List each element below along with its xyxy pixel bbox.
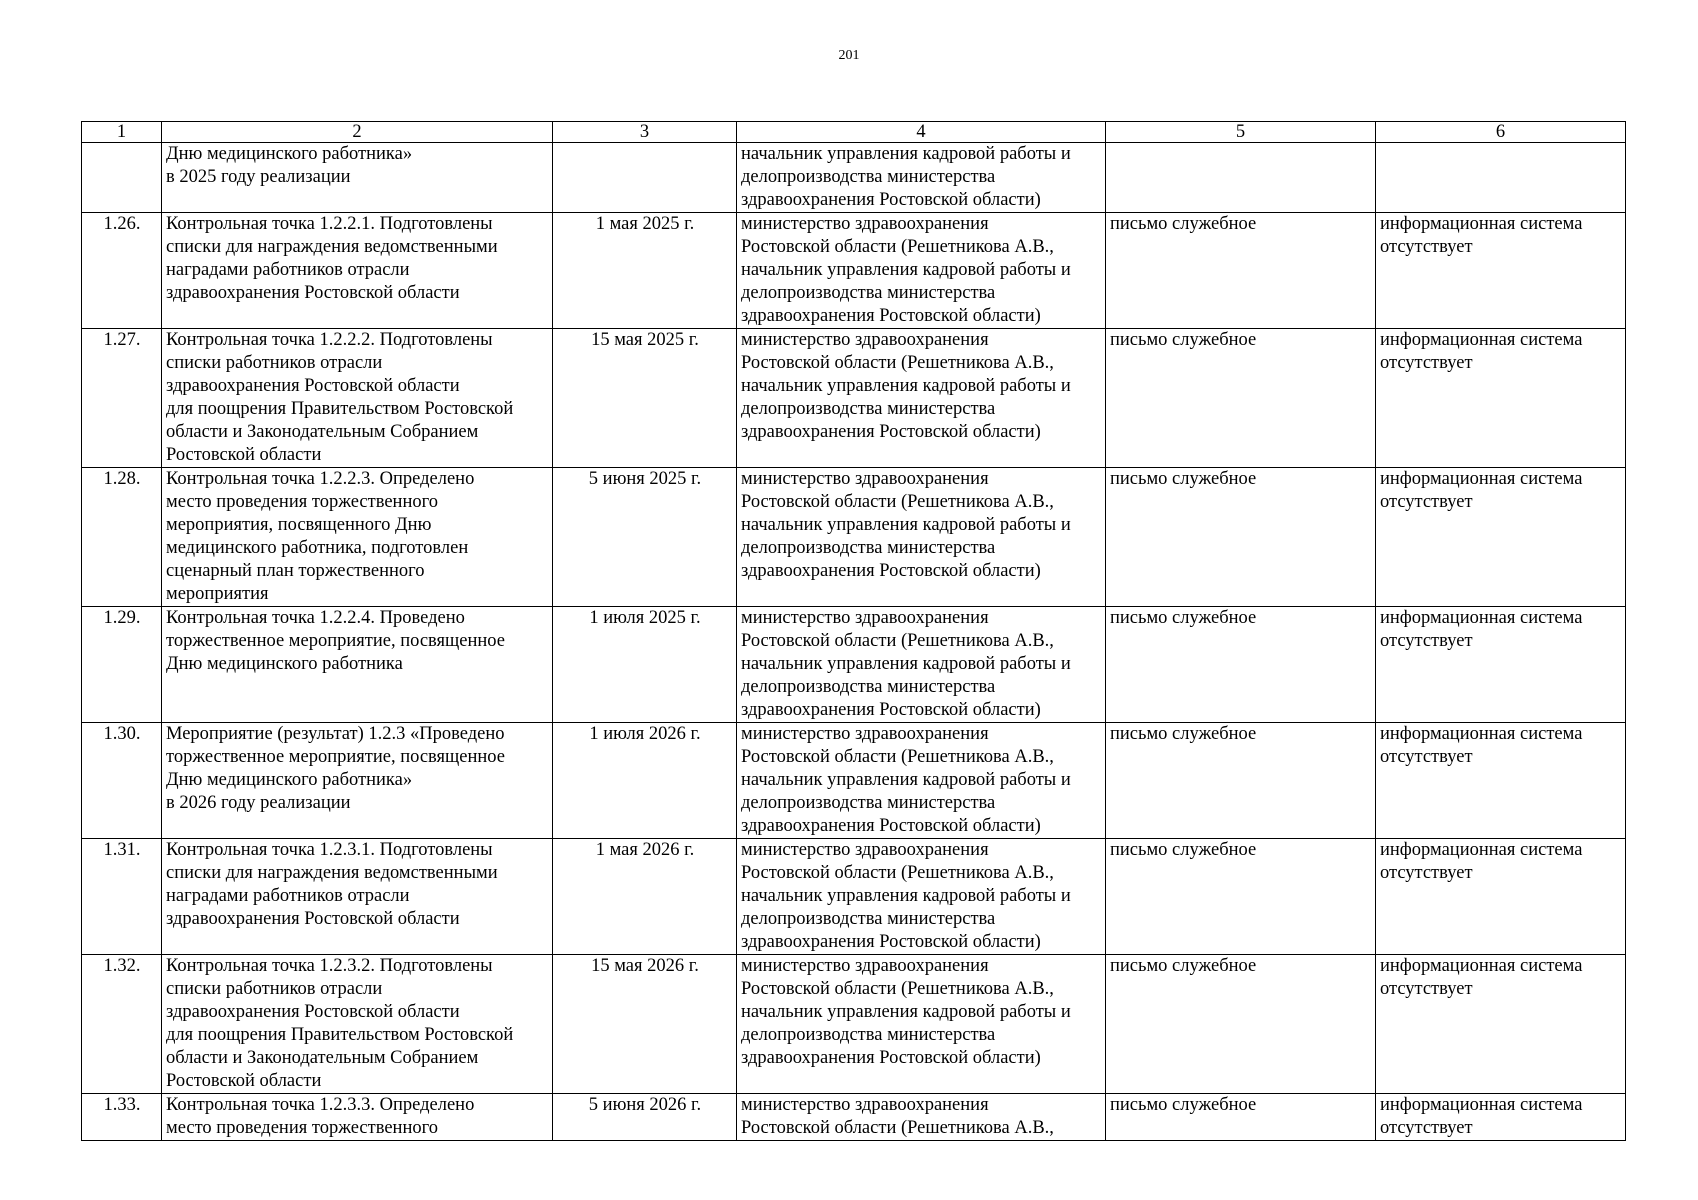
information-system-cell: информационная система отсутствует (1376, 329, 1626, 468)
header-cell: 5 (1106, 122, 1376, 143)
header-cell: 3 (553, 122, 737, 143)
header-cell: 6 (1376, 122, 1626, 143)
table-row (82, 213, 1626, 329)
row-number-cell: 1.32. (82, 955, 162, 1094)
responsible-party-cell: министерство здравоохранения Ростовской области (Решетникова А.В., начальник управления кадровой работы и делопроизводства министерства здравоохранения Ростовской области) (737, 213, 1106, 329)
document-type-cell (1106, 143, 1376, 213)
document-type-cell: письмо служебное (1106, 1094, 1376, 1141)
deadline-cell: 5 июня 2026 г. (553, 1094, 737, 1141)
document-type-cell: письмо служебное (1106, 955, 1376, 1094)
information-system-cell: информационная система отсутствует (1376, 955, 1626, 1094)
table-row (82, 955, 1626, 1094)
information-system-cell (1376, 143, 1626, 213)
deadline-cell: 5 июня 2025 г. (553, 468, 737, 607)
information-system-cell: информационная система отсутствует (1376, 723, 1626, 839)
deadline-cell: 15 мая 2025 г. (553, 329, 737, 468)
deadline-cell (553, 143, 737, 213)
document-type-cell: письмо служебное (1106, 329, 1376, 468)
document-type-cell: письмо служебное (1106, 213, 1376, 329)
responsible-party-cell: министерство здравоохранения Ростовской области (Решетникова А.В., начальник управления кадровой работы и делопроизводства министерства здравоохранения Ростовской области) (737, 955, 1106, 1094)
event-name-cell: Контрольная точка 1.2.3.3. Определено место проведения торжественного (162, 1094, 553, 1141)
row-number-cell: 1.30. (82, 723, 162, 839)
deadline-cell: 1 мая 2026 г. (553, 839, 737, 955)
document-type-cell: письмо служебное (1106, 607, 1376, 723)
event-name-cell: Контрольная точка 1.2.2.4. Проведено торжественное мероприятие, посвященное Дню медицинского работника (162, 607, 553, 723)
header-cell: 2 (162, 122, 553, 143)
document-type-cell: письмо служебное (1106, 723, 1376, 839)
information-system-cell: информационная система отсутствует (1376, 839, 1626, 955)
event-name-cell: Дню медицинского работника» в 2025 году реализации (162, 143, 553, 213)
deadline-cell: 1 июля 2025 г. (553, 607, 737, 723)
table-body (82, 122, 1626, 1141)
header-cell: 1 (82, 122, 162, 143)
row-number-cell: 1.27. (82, 329, 162, 468)
event-name-cell: Мероприятие (результат) 1.2.3 «Проведено торжественное мероприятие, посвященное Дню медицинского работника» в 2026 году реализации (162, 723, 553, 839)
event-name-cell: Контрольная точка 1.2.3.2. Подготовлены списки работников отрасли здравоохранения Ростовской области для поощрения Правительством Ростовской области и Законодательным Собранием Ростовской области (162, 955, 553, 1094)
row-number-cell (82, 143, 162, 213)
document-type-cell: письмо служебное (1106, 839, 1376, 955)
information-system-cell: информационная система отсутствует (1376, 607, 1626, 723)
deadline-cell: 15 мая 2026 г. (553, 955, 737, 1094)
row-number-cell: 1.28. (82, 468, 162, 607)
information-system-cell: информационная система отсутствует (1376, 213, 1626, 329)
responsible-party-cell: министерство здравоохранения Ростовской области (Решетникова А.В., начальник управления кадровой работы и делопроизводства министерства здравоохранения Ростовской области) (737, 839, 1106, 955)
table-row (82, 723, 1626, 839)
responsible-party-cell: министерство здравоохранения Ростовской области (Решетникова А.В., начальник управления кадровой работы и делопроизводства министерства здравоохранения Ростовской области) (737, 607, 1106, 723)
table-row (82, 1094, 1626, 1141)
information-system-cell: информационная система отсутствует (1376, 468, 1626, 607)
responsible-party-cell: начальник управления кадровой работы и делопроизводства министерства здравоохранения Ростовской области) (737, 143, 1106, 213)
table-row (82, 607, 1626, 723)
table-row (82, 468, 1626, 607)
row-number-cell: 1.33. (82, 1094, 162, 1141)
table-row (82, 839, 1626, 955)
responsible-party-cell: министерство здравоохранения Ростовской области (Решетникова А.В., (737, 1094, 1106, 1141)
event-name-cell: Контрольная точка 1.2.2.1. Подготовлены списки для награждения ведомственными наградами работников отрасли здравоохранения Ростовской области (162, 213, 553, 329)
document-type-cell: письмо служебное (1106, 468, 1376, 607)
row-number-cell: 1.29. (82, 607, 162, 723)
event-name-cell: Контрольная точка 1.2.2.3. Определено место проведения торжественного мероприятия, посвященного Дню медицинского работника, подготовлен сценарный план торжественного мероприятия (162, 468, 553, 607)
row-number-cell: 1.31. (82, 839, 162, 955)
table-row (82, 329, 1626, 468)
table-header-row (82, 122, 1626, 143)
event-name-cell: Контрольная точка 1.2.2.2. Подготовлены списки работников отрасли здравоохранения Ростовской области для поощрения Правительством Ростовской области и Законодательным Собранием Ростовской области (162, 329, 553, 468)
responsible-party-cell: министерство здравоохранения Ростовской области (Решетникова А.В., начальник управления кадровой работы и делопроизводства министерства здравоохранения Ростовской области) (737, 468, 1106, 607)
plan-table (81, 121, 1626, 1141)
page-number: 201 (838, 48, 860, 63)
responsible-party-cell: министерство здравоохранения Ростовской области (Решетникова А.В., начальник управления кадровой работы и делопроизводства министерства здравоохранения Ростовской области) (737, 723, 1106, 839)
header-cell: 4 (737, 122, 1106, 143)
table-row (82, 143, 1626, 213)
row-number-cell: 1.26. (82, 213, 162, 329)
deadline-cell: 1 мая 2025 г. (553, 213, 737, 329)
event-name-cell: Контрольная точка 1.2.3.1. Подготовлены списки для награждения ведомственными наградами работников отрасли здравоохранения Ростовской области (162, 839, 553, 955)
responsible-party-cell: министерство здравоохранения Ростовской области (Решетникова А.В., начальник управления кадровой работы и делопроизводства министерства здравоохранения Ростовской области) (737, 329, 1106, 468)
deadline-cell: 1 июля 2026 г. (553, 723, 737, 839)
information-system-cell: информационная система отсутствует (1376, 1094, 1626, 1141)
